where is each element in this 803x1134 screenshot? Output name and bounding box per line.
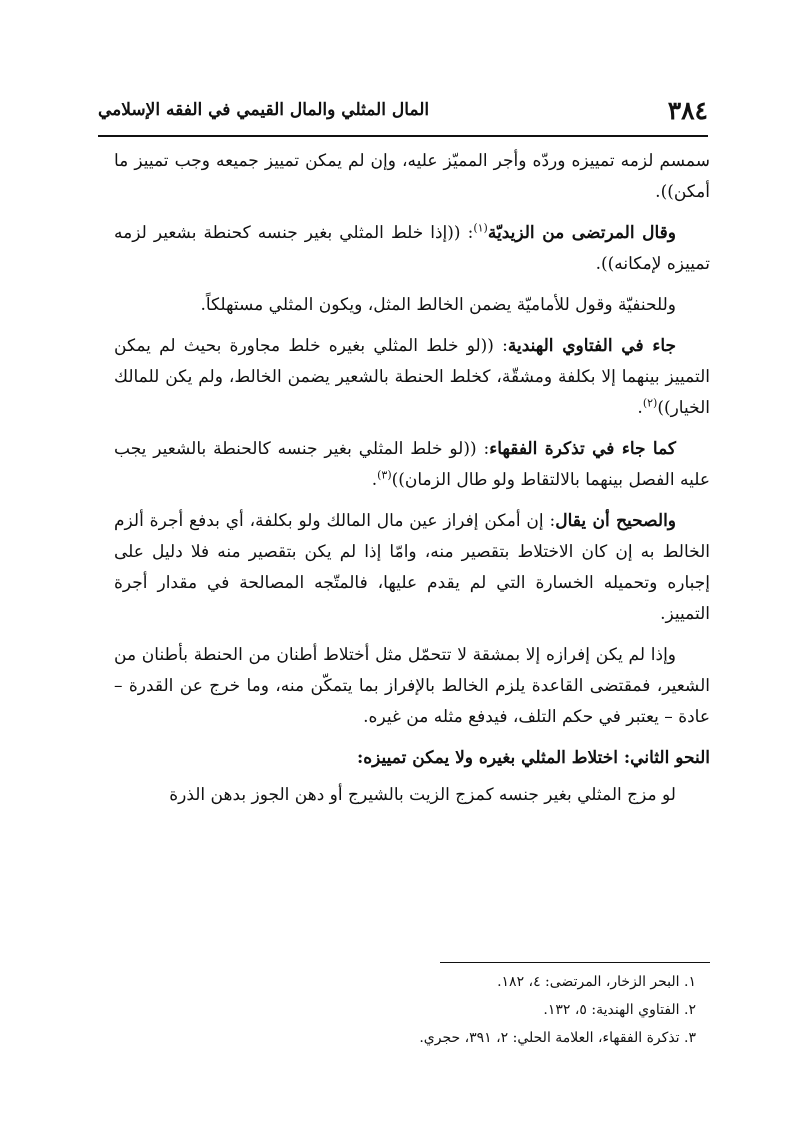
paragraph-5-text: : ((لو خلط المثلي بغير جنسه كالحنطة بالشعير يجب عليه الفصل بينهما بالالتقاط ولو طال الزمان)) — [114, 439, 710, 490]
header-rule — [98, 135, 708, 137]
paragraph-3 — [114, 290, 710, 321]
paragraph-4-tail: . — [637, 398, 643, 418]
paragraph-4-text: : ((لو خلط المثلي بغيره خلط مجاورة بحيث لم يمكن التمييز بينهما إلا بكلفة ومشقّة، كخلط الحنطة بالشعير يضمن الخالط، ولم يكن للمالك الخيار)) — [114, 336, 710, 418]
paragraph-2-text: : ((إذا خلط المثلي بغير جنسه كحنطة بشعير لزمه تمييزه لإمكانه)). — [114, 223, 710, 274]
footnotes — [114, 968, 710, 1052]
paragraph-4-lead: جاء في الفتاوي الهندية — [507, 336, 677, 356]
section-heading: النحو الثاني: اختلاط المثلي بغيره ولا يمكن تمييزه: — [356, 748, 710, 768]
paragraph-6-lead: والصحيح أن يقال — [555, 511, 676, 531]
footnote-ref-1: (١) — [473, 221, 488, 235]
paragraph-8-text: لو مزج المثلي بغير جنسه كمزج الزيت بالشيرج أو دهن الجوز بدهن الذرة — [169, 785, 676, 805]
footnote-2: ٢. الفتاوي الهندية: ٥، ١٣٢. — [543, 1002, 696, 1018]
footnote-rule — [440, 962, 710, 963]
footnote-3: ٣. تذكرة الفقهاء، العلامة الحلي: ٢، ٣٩١، حجري. — [419, 1030, 696, 1046]
paragraph-1-text: سمسم لزمه تمييزه وردّه وأجر المميّز عليه، وإن لم يمكن تمييز جميعه وجب تمييز ما أمكن)). — [114, 151, 710, 202]
footnote-1: ١. البحر الزخار، المرتضى: ٤، ١٨٢. — [497, 974, 696, 990]
paragraph-7 — [114, 640, 710, 733]
body-text — [114, 146, 710, 821]
page-header — [98, 92, 708, 132]
paragraph-7-text: وإذا لم يكن إفرازه إلا بمشقة لا تتحمّل مثل أختلاط أطنان من الحنطة بأطنان من الشعير، فمقتضى القاعدة يلزم الخالط بالإفراز بما يتمكّن منه، وما خرج عن القدرة – عادة – يعتبر في حكم التلف، فيدفع مثله من غيره. — [114, 645, 710, 727]
paragraph-5 — [114, 434, 710, 496]
paragraph-2-lead: وقال المرتضى من الزيديّة — [487, 223, 676, 243]
paragraph-3-text: وللحنفيّة وقول للأماميّة يضمن الخالط المثل، ويكون المثلي مستهلكاً. — [200, 295, 676, 315]
paragraph-2 — [114, 218, 710, 280]
paragraph-8 — [114, 780, 710, 811]
footnote-ref-2: (٢) — [642, 396, 658, 410]
running-title: المال المثلي والمال القيمي في الفقه الإسلامي — [98, 100, 430, 120]
footnote-ref-3: (٣) — [377, 468, 392, 482]
paragraph-6 — [114, 506, 710, 630]
paragraph-1 — [114, 146, 710, 208]
page-number: ٣٨٤ — [667, 96, 708, 125]
paragraph-6-text: : إن أمكن إفراز عين مال المالك ولو بكلفة، أي بدفع أجرة ألزم الخالط به إن كان الاختلاط بتقصير منه، وامّا إذا لم يكن بتقصير منه فلا دليل على إجباره وتحميله الخسارة التي لم يقدم عليها، فالمتّجه المصالحة في مقدار أجرة التمييز. — [114, 511, 710, 624]
paragraph-4 — [114, 331, 710, 424]
paragraph-5-lead: كما جاء في تذكرة الفقهاء — [489, 439, 676, 459]
paragraph-5-tail: . — [371, 470, 378, 490]
